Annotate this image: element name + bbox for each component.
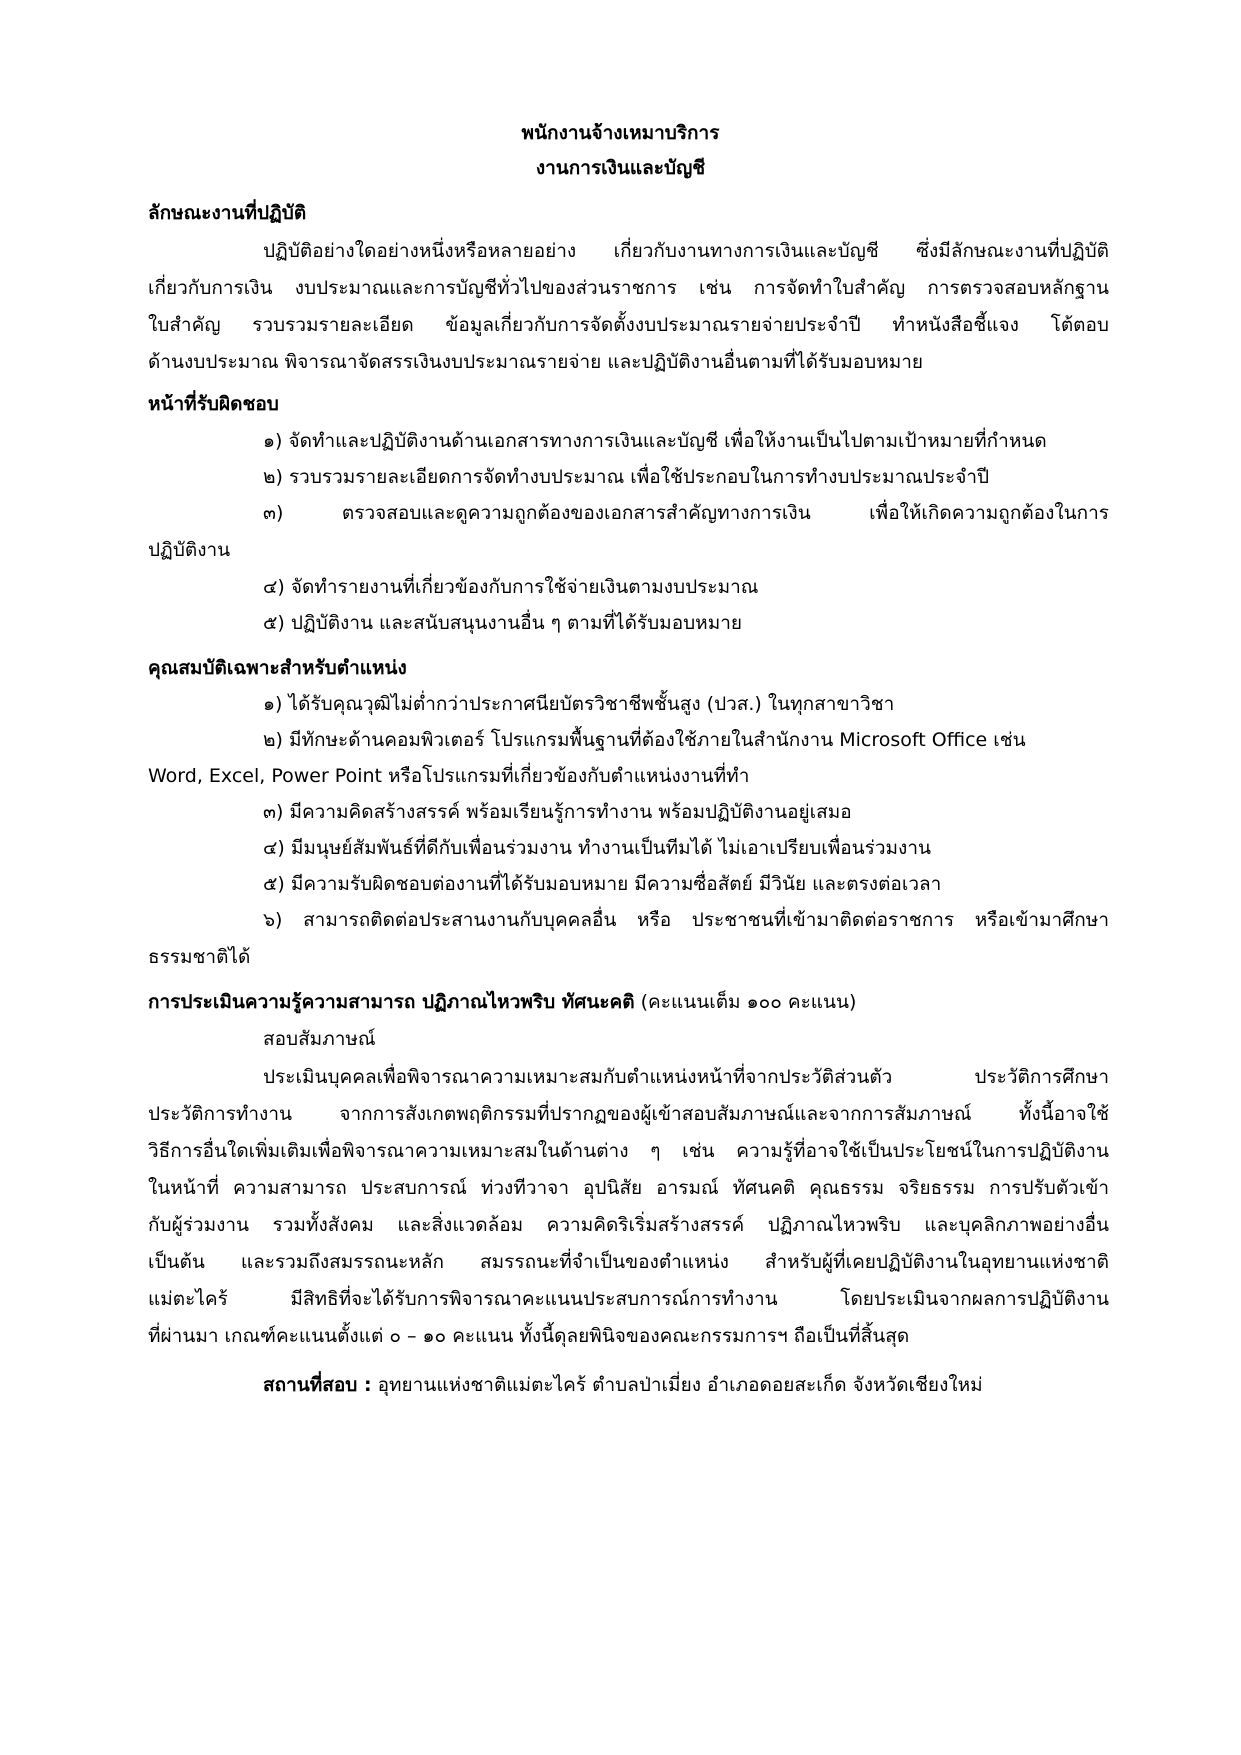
paragraph-line: วิธีการอื่นใดเพิ่มเติมเพื่อพิจารณาความเหมาะสมในด้านต่าง ๆ เช่น ความรู้ที่อาจใช้เป็นประโยชน์ในการปฏิบัติงาน xyxy=(148,1140,1109,1162)
list-item: ๖) สามารถติดต่อประสานงานกับบุคคลอื่น หรือ ประชาชนที่เข้ามาติดต่อราชการ หรือเข้ามาศึกษา xyxy=(263,909,1109,931)
section-heading-qualifications: คุณสมบัติเฉพาะสำหรับตำแหน่ง xyxy=(148,657,407,679)
exam-venue-label: สถานที่สอบ : xyxy=(263,1374,372,1396)
document-subtitle: งานการเงินและบัญชี xyxy=(535,157,706,179)
list-item: ๑) ได้รับคุณวุฒิไม่ต่ำกว่าประกาศนียบัตรวิชาชีพชั้นสูง (ปวส.) ในทุกสาขาวิชา xyxy=(263,693,895,715)
paragraph-line: ในหน้าที่ ความสามารถ ประสบการณ์ ท่วงทีวาจา อุปนิสัย อารมณ์ ทัศนคติ คุณธรรม จริยธรรม การปรับตัวเข้า xyxy=(148,1177,1109,1199)
paragraph-line: ประเมินบุคคลเพื่อพิจารณาความเหมาะสมกับตำแหน่งหน้าที่จากประวัติส่วนตัว ประวัติการศึกษา xyxy=(263,1066,1109,1088)
paragraph-line: ที่ผ่านมา เกณฑ์คะแนนตั้งแต่ ๐ – ๑๐ คะแนน ทั้งนี้ดุลยพินิจของคณะกรรมการฯ ถือเป็นที่สิ้นสุด xyxy=(148,1325,910,1347)
list-item-continuation: ธรรมชาติได้ xyxy=(148,946,251,968)
exam-venue-value: อุทยานแห่งชาติแม่ตะไคร้ ตำบลป่าเมี่ยง อำเภอดอยสะเก็ด จังหวัดเชียงใหม่ xyxy=(371,1374,983,1396)
assessment-method: สอบสัมภาษณ์ xyxy=(263,1028,376,1050)
paragraph-line: ใบสำคัญ รวบรวมรายละเอียด ข้อมูลเกี่ยวกับการจัดตั้งงบประมาณรายจ่ายประจำปี ทำหนังสือชี้แจง โต้ตอบ xyxy=(148,314,1109,336)
list-item: ๑) จัดทำและปฏิบัติงานด้านเอกสารทางการเงินและบัญชี เพื่อให้งานเป็นไปตามเป้าหมายที่กำหนด xyxy=(263,430,1047,452)
section-heading-job-description: ลักษณะงานที่ปฏิบัติ xyxy=(148,202,307,224)
list-item: ๓) มีความคิดสร้างสรรค์ พร้อมเรียนรู้การทำงาน พร้อมปฏิบัติงานอยู่เสมอ xyxy=(263,801,852,823)
section-heading-responsibilities: หน้าที่รับผิดชอบ xyxy=(148,393,279,415)
list-item-continuation: Word, Excel, Power Point หรือโปรแกรมที่เกี่ยวข้องกับตำแหน่งงานที่ทำ xyxy=(148,765,750,787)
list-item: ๕) มีความรับผิดชอบต่องานที่ได้รับมอบหมาย มีความซื่อสัตย์ มีวินัย และตรงต่อเวลา xyxy=(263,873,942,895)
paragraph-line: เกี่ยวกับการเงิน งบประมาณและการบัญชีทั่วไปของส่วนราชการ เช่น การจัดทำใบสำคัญ การตรวจสอบหลักฐาน xyxy=(148,277,1109,299)
list-item-continuation: ปฏิบัติงาน xyxy=(148,539,231,561)
paragraph-line: เป็นต้น และรวมถึงสมรรถนะหลัก สมรรถนะที่จำเป็นของตำแหน่ง สำหรับผู้ที่เคยปฏิบัติงานในอุทยานแห่งชาติ xyxy=(148,1251,1109,1273)
assessment-heading-text: การประเมินความรู้ความสามารถ ปฏิภาณไหวพริบ ทัศนะคติ xyxy=(148,991,635,1013)
list-item: ๓) ตรวจสอบและดูความถูกต้องของเอกสารสำคัญทางการเงิน เพื่อให้เกิดความถูกต้องในการ xyxy=(263,502,1109,524)
paragraph-line: ประวัติการทำงาน จากการสังเกตพฤติกรรมที่ปรากฏของผู้เข้าสอบสัมภาษณ์และจากการสัมภาษณ์ ทั้งนี้อาจใช้ xyxy=(148,1103,1109,1125)
list-item: ๒) รวบรวมรายละเอียดการจัดทำงบประมาณ เพื่อใช้ประกอบในการทำงบประมาณประจำปี xyxy=(263,466,990,488)
assessment-score-note: (คะแนนเต็ม ๑๐๐ คะแนน) xyxy=(634,991,857,1013)
paragraph-line: ด้านงบประมาณ พิจารณาจัดสรรเงินงบประมาณรายจ่าย และปฏิบัติงานอื่นตามที่ได้รับมอบหมาย xyxy=(148,351,924,373)
paragraph-line: ปฏิบัติอย่างใดอย่างหนึ่งหรือหลายอย่าง เกี่ยวกับงานทางการเงินและบัญชี ซึ่งมีลักษณะงานที่ปฏิบัติ xyxy=(263,240,1109,262)
paragraph-line: แม่ตะไคร้ มีสิทธิที่จะได้รับการพิจารณาคะแนนประสบการณ์การทำงาน โดยประเมินจากผลการปฏิบัติงาน xyxy=(148,1288,1109,1310)
exam-venue xyxy=(263,1370,983,1400)
list-item: ๔) จัดทำรายงานที่เกี่ยวข้องกับการใช้จ่ายเงินตามงบประมาณ xyxy=(263,576,759,598)
list-item: ๒) มีทักษะด้านคอมพิวเตอร์ โปรแกรมพื้นฐานที่ต้องใช้ภายในสำนักงาน Microsoft Office เช่น xyxy=(263,729,1026,751)
list-item: ๕) ปฏิบัติงาน และสนับสนุนงานอื่น ๆ ตามที่ได้รับมอบหมาย xyxy=(263,612,743,634)
document-title: พนักงานจ้างเหมาบริการ xyxy=(521,122,720,144)
paragraph-line: กับผู้ร่วมงาน รวมทั้งสังคม และสิ่งแวดล้อม ความคิดริเริ่มสร้างสรรค์ ปฏิภาณไหวพริบ และบุคลิกภาพอย่างอื่น xyxy=(148,1214,1109,1236)
section-heading-assessment xyxy=(148,987,856,1017)
list-item: ๔) มีมนุษย์สัมพันธ์ที่ดีกับเพื่อนร่วมงาน ทำงานเป็นทีมได้ ไม่เอาเปรียบเพื่อนร่วมงาน xyxy=(263,837,931,859)
